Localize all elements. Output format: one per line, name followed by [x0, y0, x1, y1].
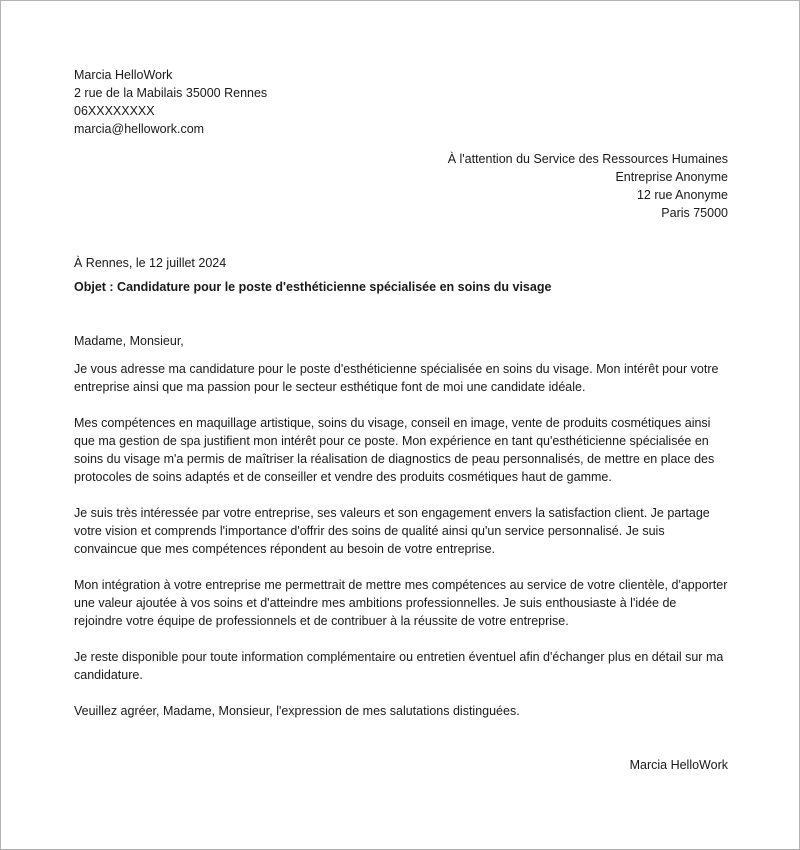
recipient-block: [74, 150, 728, 222]
date-line: À Rennes, le 12 juillet 2024: [74, 256, 227, 270]
sender-address: 2 rue de la Mabilais 35000 Rennes: [74, 86, 268, 100]
paragraph-skills: Mes compétences en maquillage artistique, soins du visage, conseil en image, vente de produits cosmétiques ainsi que ma gestion de spa justifient mon intérêt pour ce poste. Mon expérience en tant qu'esthéticienne spécialisée en soins du visage m'a permis de maîtriser la réalisation de diagnostics de peau personnalisés, de mettre en place des protocoles de soins adaptés et de conseiller et vendre des produits cosmétiques haut de gamme.: [74, 416, 715, 484]
recipient-attention: À l'attention du Service des Ressources Humaines: [447, 152, 728, 166]
paragraph-motivation: Je suis très intéressée par votre entreprise, ses valeurs et son engagement envers la satisfaction client. Je partage votre vision et comprends l'importance d'offrir des soins de qualité ainsi qu'un service personnalisé. Je suis convaincue que mes compétences répondent au besoin de votre entreprise.: [74, 506, 710, 556]
sender-phone: 06XXXXXXXX: [74, 104, 155, 118]
signature: Marcia HelloWork: [629, 758, 728, 772]
paragraph-closing: Veuillez agréer, Madame, Monsieur, l'expression de mes salutations distinguées.: [74, 704, 520, 718]
sender-block: [74, 66, 728, 138]
recipient-company: Entreprise Anonyme: [615, 170, 728, 184]
recipient-city: Paris 75000: [661, 206, 728, 220]
recipient-street: 12 rue Anonyme: [636, 188, 728, 202]
paragraph-availability: Je reste disponible pour toute information complémentaire ou entretien éventuel afin d'échanger plus en détail sur ma candidature.: [74, 650, 724, 682]
greeting: Madame, Monsieur,: [74, 334, 184, 348]
paragraph-intro: Je vous adresse ma candidature pour le poste d'esthéticienne spécialisée en soins du visage. Mon intérêt pour votre entreprise ainsi que ma passion pour le secteur esthétique font de moi une candidate idéale.: [74, 362, 719, 394]
paragraph-integration: Mon intégration à votre entreprise me permettrait de mettre mes compétences au service de votre clientèle, d'apporter une valeur ajoutée à vos soins et d'atteindre mes ambitions professionnelles. Je suis enthousiaste à l'idée de rejoindre votre équipe de professionnels et de contribuer à la réussite de votre entreprise.: [74, 578, 728, 628]
subject-line: Objet : Candidature pour le poste d'esthéticienne spécialisée en soins du visage: [74, 280, 552, 294]
sender-email: marcia@hellowork.com: [74, 122, 205, 136]
sender-name: Marcia HelloWork: [74, 68, 173, 82]
letter-content: [74, 66, 728, 774]
